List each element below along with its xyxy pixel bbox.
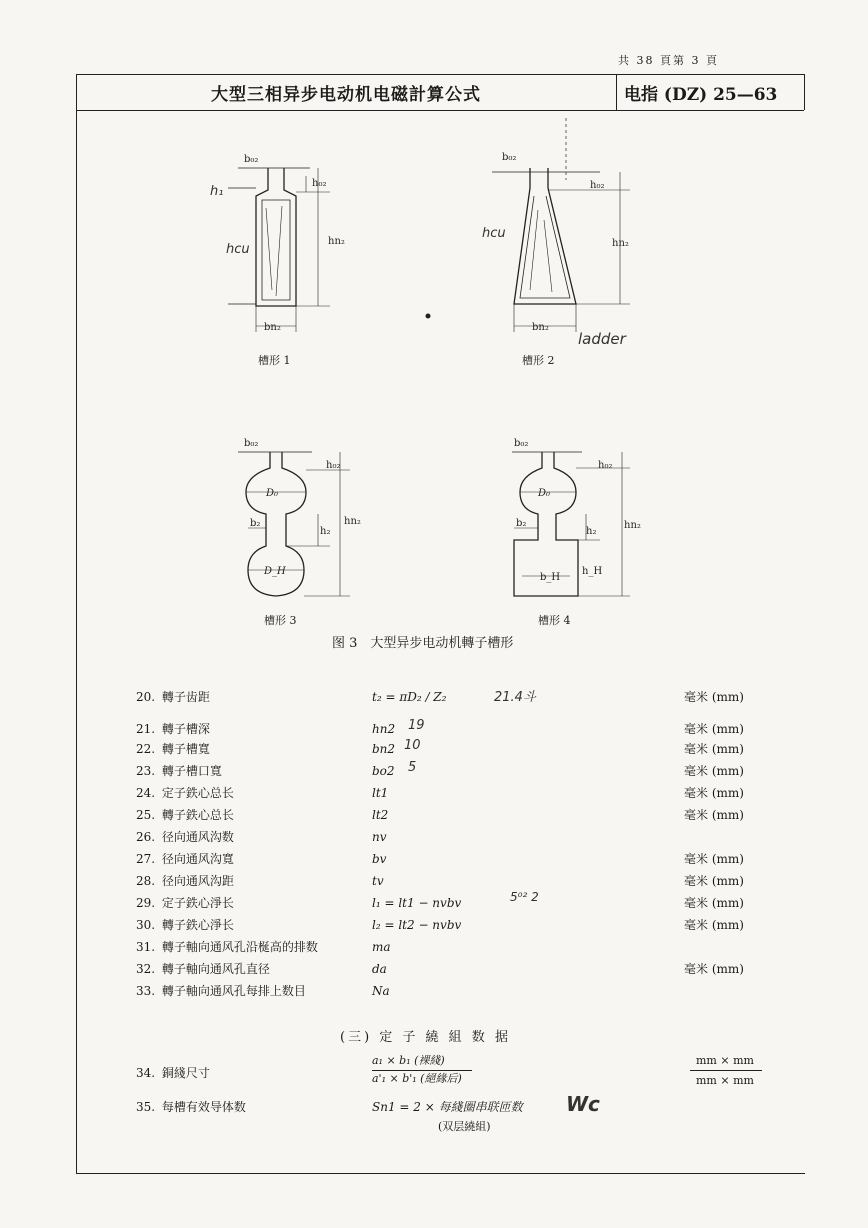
item-24-formula: lt1 xyxy=(372,786,389,800)
slot4-bh-label: b_H xyxy=(540,572,561,583)
item-33-formula: Na xyxy=(372,984,390,998)
slot1-bn2-label: bn₂ xyxy=(264,322,281,333)
item-21-formula: hn2 xyxy=(372,722,396,736)
document-title: 大型三相异步电动机电磁計算公式 xyxy=(211,85,481,105)
item-32-label: 32. 轉子軸向通风孔直径 xyxy=(136,962,270,976)
item-29-note: 5⁰² 2 xyxy=(510,890,539,904)
item-34-unit-bottom: mm × mm xyxy=(696,1074,754,1087)
slot3-d0-label: D₀ xyxy=(266,488,279,499)
slot2-bn2-label: bn₂ xyxy=(532,322,549,333)
item-34-label: 34. 銅綫尺寸 xyxy=(136,1066,210,1080)
slot3-dh-label: D_H xyxy=(264,566,286,577)
slot4-h2-label: h₂ xyxy=(586,526,597,537)
item-26-formula: nv xyxy=(372,830,387,844)
item-20-note: 21.4斗 xyxy=(494,690,536,705)
slot4-b02-label: b₀₂ xyxy=(514,438,529,449)
item-23-formula: bo2 xyxy=(372,764,395,778)
slot2-caption: 槽形 2 xyxy=(522,354,555,367)
item-32-unit: 毫米 (mm) xyxy=(684,962,744,976)
item-20-formula: t₂ = πD₂ / Z₂ xyxy=(372,690,447,704)
slot1-b02-label: b₀₂ xyxy=(244,154,259,165)
item-34-unit-top: mm × mm xyxy=(696,1054,754,1067)
item-24-label: 24. 定子鉄心总长 xyxy=(136,786,234,800)
slot-4-drawing xyxy=(512,452,630,596)
item-27-unit: 毫米 (mm) xyxy=(684,852,744,866)
item-35-label: 35. 每槽有效导体数 xyxy=(136,1100,246,1114)
slot2-b02-label: b₀₂ xyxy=(502,152,517,163)
item-32-formula: da xyxy=(372,962,387,976)
item-25-formula: lt2 xyxy=(372,808,389,822)
item-35-formula: Sn1 = 2 × 每綫圈串联匝数 xyxy=(372,1100,523,1114)
item-34-unit-line xyxy=(690,1070,762,1071)
slot3-h02-label: h₀₂ xyxy=(326,460,341,471)
item-30-formula: l₂ = lt2 − nvbv xyxy=(372,918,462,932)
item-35-note: Wc xyxy=(566,1092,600,1116)
item-35-sub: (双层繞組) xyxy=(438,1120,491,1133)
slot3-hn2-label: hn₂ xyxy=(344,516,361,527)
slot-2-drawing xyxy=(492,118,630,332)
slot3-caption: 槽形 3 xyxy=(264,614,297,627)
item-30-label: 30. 轉子鉄心淨长 xyxy=(136,918,234,932)
item-23-label: 23. 轉子槽口寬 xyxy=(136,764,222,778)
item-29-formula: l₁ = lt1 − nvbv xyxy=(372,896,462,910)
item-33-label: 33. 轉子軸向通风孔每排上数目 xyxy=(136,984,306,998)
item-22-formula: bn2 xyxy=(372,742,396,756)
item-34-formula-top: a₁ × b₁ (裸綫) xyxy=(372,1054,445,1067)
handwritten-ladder: ladder xyxy=(578,330,626,348)
item-22-unit: 毫米 (mm) xyxy=(684,742,744,756)
item-26-label: 26. 径向通风沟数 xyxy=(136,830,234,844)
figure-caption: 图 3 大型异步电动机轉子槽形 xyxy=(332,636,514,651)
page-count: 共 38 頁第 3 頁 xyxy=(618,54,719,67)
slot1-h02-label: h₀₂ xyxy=(312,178,327,189)
slot4-h02-label: h₀₂ xyxy=(598,460,613,471)
item-24-unit: 毫米 (mm) xyxy=(684,786,744,800)
slot2-h02-label: h₀₂ xyxy=(590,180,605,191)
slot4-b2-label: b₂ xyxy=(516,518,527,529)
slot3-b02-label: b₀₂ xyxy=(244,438,259,449)
section-3-title: (三) 定 子 繞 組 数 据 xyxy=(340,1030,511,1045)
slot4-hn2-label: hn₂ xyxy=(624,520,641,531)
slot1-caption: 槽形 1 xyxy=(258,354,291,367)
slot1-hn2-label: hn₂ xyxy=(328,236,345,247)
slot3-h2-label: h₂ xyxy=(320,526,331,537)
item-27-formula: bv xyxy=(372,852,387,866)
item-22-note: 10 xyxy=(404,738,421,753)
item-23-note: 5 xyxy=(408,760,417,775)
item-31-formula: ma xyxy=(372,940,391,954)
item-21-unit: 毫米 (mm) xyxy=(684,722,744,736)
item-21-note: 19 xyxy=(408,718,425,733)
slot4-hh-label: h_H xyxy=(582,566,603,577)
item-20-label: 20. 轉子齿距 xyxy=(136,690,210,704)
item-28-formula: tv xyxy=(372,874,384,888)
item-30-unit: 毫米 (mm) xyxy=(684,918,744,932)
item-28-label: 28. 径向通风沟距 xyxy=(136,874,234,888)
item-20-unit: 毫米 (mm) xyxy=(684,690,744,704)
item-25-unit: 毫米 (mm) xyxy=(684,808,744,822)
slot3-b2-label: b₂ xyxy=(250,518,261,529)
item-34-formula-bottom: a'₁ × b'₁ (絕緣后) xyxy=(372,1072,462,1085)
item-28-unit: 毫米 (mm) xyxy=(684,874,744,888)
slot4-caption: 槽形 4 xyxy=(538,614,571,627)
document-code: 电指 (DZ) 25—63 xyxy=(624,85,778,105)
item-31-label: 31. 轉子軸向通风孔沿梴高的排数 xyxy=(136,940,318,954)
item-27-label: 27. 径向通风沟寬 xyxy=(136,852,234,866)
item-22-label: 22. 轉子槽寬 xyxy=(136,742,210,756)
ink-dot xyxy=(426,314,431,319)
item-25-label: 25. 轉子鉄心总长 xyxy=(136,808,234,822)
item-23-unit: 毫米 (mm) xyxy=(684,764,744,778)
slot2-hn2-label: hn₂ xyxy=(612,238,629,249)
slot4-d0-label: D₀ xyxy=(538,488,551,499)
item-21-label: 21. 轉子槽深 xyxy=(136,722,210,736)
item-29-label: 29. 定子鉄心淨长 xyxy=(136,896,234,910)
handwritten-hcu-1: hcu xyxy=(226,242,250,257)
item-29-unit: 毫米 (mm) xyxy=(684,896,744,910)
handwritten-hcu-2: hcu xyxy=(482,226,506,241)
handwritten-h1: h₁ xyxy=(210,184,224,199)
